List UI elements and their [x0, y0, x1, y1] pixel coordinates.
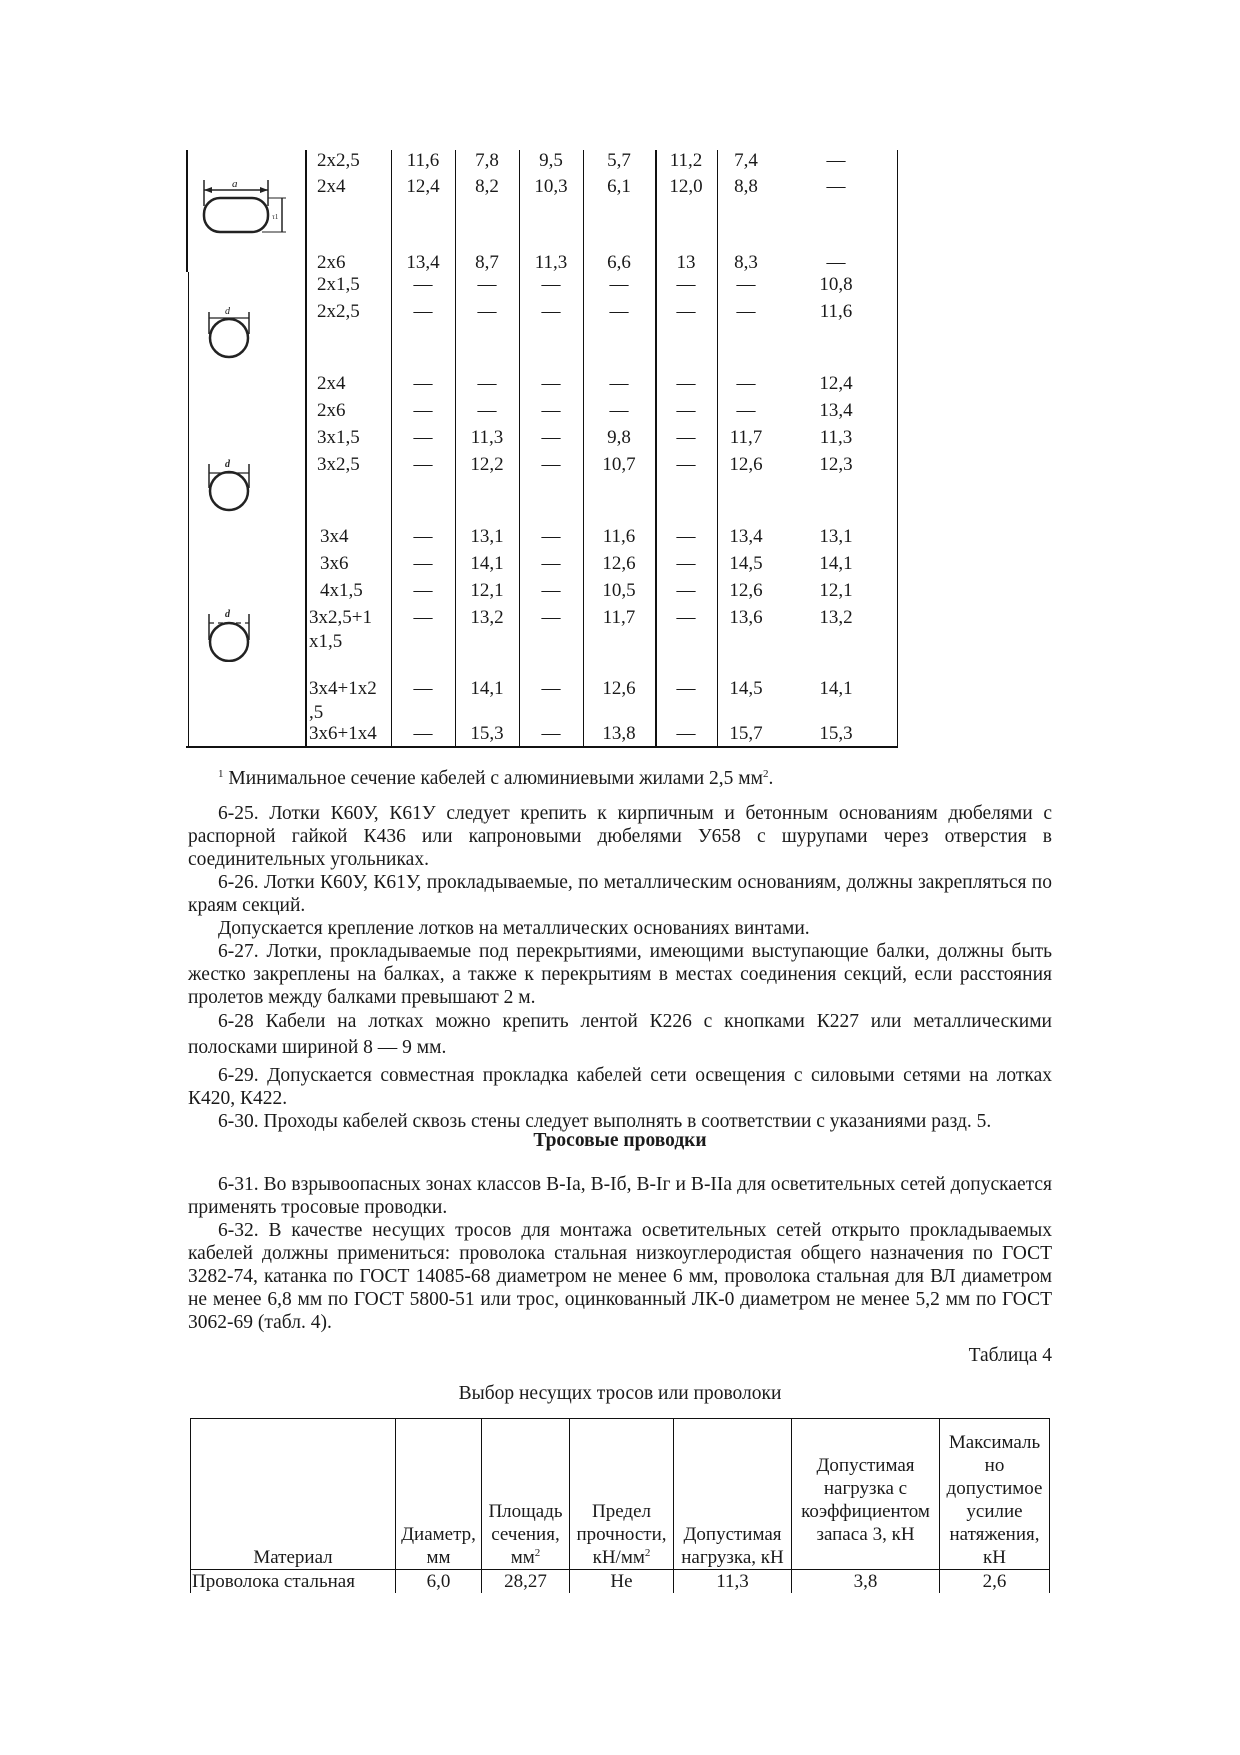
table-header-row [191, 1419, 1050, 1570]
section-heading: Тросовые проводки [533, 1130, 707, 1151]
round-cable-four-core-drawing-icon [204, 606, 254, 662]
svg-text:τ1: τ1 [272, 213, 279, 221]
footnote-mark: 1 [218, 768, 224, 780]
table-row [191, 1570, 1050, 1594]
body-text-block [188, 802, 1052, 1133]
cell-allowed-load: 11,3 [674, 1570, 792, 1594]
section-cell: 2x2,5 [317, 150, 360, 171]
column-divider [391, 150, 392, 748]
body-text-block-2 [188, 1173, 1052, 1334]
paragraph-6-28: 6-28 Кабели на лотках можно крепить лентой К226 с кнопками К227 или металлическими полосками шириной 8 — 9 мм. [188, 1011, 1052, 1058]
flat-oval-cable-drawing-icon [198, 176, 298, 236]
column-divider [717, 150, 718, 748]
column-divider [655, 150, 657, 748]
paragraph-6-29: 6-29. Допускается совместная прокладка кабелей сети освещения с силовыми сетями на лотках К420, К422. [188, 1065, 1052, 1109]
round-cable-three-core-drawing-icon [204, 456, 254, 512]
svg-text:d: d [225, 306, 230, 317]
svg-text:d: d [225, 609, 230, 620]
paragraph-6-27: 6-27. Лотки, прокладываемые под перекрытиями, имеющими выступающие балки, должны быть жестко закреплены на балках, а также к перекрытиям в местах соединения секций, если расстояния пролетов между балками превышают 2 м. [188, 941, 1052, 1008]
cell-diameter: 6,0 [396, 1570, 482, 1594]
paragraph-6-31: 6-31. Во взрывоопасных зонах классов В-Iа, В-Iб, В-Iг и В-IIа для осветительных сетей допускается применять тросовые проводки. [188, 1174, 1052, 1218]
header-material: Материал [191, 1419, 396, 1570]
column-divider [519, 150, 520, 748]
header-load-safety-factor: Допустимая нагрузка с коэффициентом запаса 3, кН [792, 1419, 940, 1570]
table-footnote: $^1$ Минимальное сечение кабелей с алюминиевыми жилами 2,5 $мм^2$. [218, 768, 774, 789]
table-border-right [897, 150, 898, 748]
paragraph-6-26: 6-26. Лотки К60У, К61У, прокладываемые, по металлическим основаниям, должны закрепляться по краям секций. [188, 872, 1052, 916]
paragraph-6-26-note: Допускается крепление лотков на металлических основаниях винтами. [218, 918, 810, 939]
svg-text:a: a [232, 178, 238, 190]
header-allowed-load: Допустимая нагрузка, кН [674, 1419, 792, 1570]
header-area: Площадь сечения, $мм^2$ [482, 1419, 570, 1570]
cable-table: a τ1 d d d 2x2,5 11,6 7,8 9,5 5,7 11,2 7,4 — 2x4 12,4 8,2 10,3 6,1 12,0 8,8 — 2x6 13,4 8,7 11,3 6,6 13 8,3 — 2x1,5 — — — — — — 10,8 2x2,5 — — — — — — 11,6 2x4 — — — — — — 12,4 2x6 — — — — — — 13,4 3x1,5 — 11,3 — 9,8 — 11,7 11,3 3x2,5 — 12,2 — 10,7 — 12,6 12,3 3x4 — 13,1 — 11,6 — 13,4 13,1 3x6 — 14,1 — 12,6 — 14,5 14,1 4x1,5 — 12,1 — 10,5 — 12,6 12,1 3x2,5+1 x1,5 — 13,2 — 11,7 — 13,6 13,2 3x4+1x2 ,5 — 14,1 — 12,6 — 14,5 14,1 3x6+1x4 — 15,3 — 13,8 — 15,7 15,3 [186, 150, 897, 747]
paragraph-6-30: 6-30. Проходы кабелей сквозь стены следует выполнять в соответствии с указаниями разд. 5. [218, 1111, 992, 1132]
paragraph-6-25: 6-25. Лотки К60У, К61У следует крепить к кирпичным и бетонным основаниям дюбелями с распорной гайкой К436 или капроновыми дюбелями У658 с шурупами через отверстия в соединительных угольниках. [188, 803, 1052, 870]
table-border-left-lower [188, 272, 189, 748]
header-max-tension: Максималь но допустимое усилие натяжения, кН [940, 1419, 1050, 1570]
paragraph-6-32: 6-32. В качестве несущих тросов для монтажа осветительных сетей открыто прокладываемых кабелей должны примениться: проволока стальная низкоуглеродистая общего назначения по ГОСТ 3282-74, катанка по ГОСТ 14085-68 диаметром не менее 6 мм, проволока стальная для ВЛ диаметром не менее 6,8 мм по ГОСТ 5800-51 или трос, оцинкованный ЛК-0 диаметром не менее 5,2 мм по ГОСТ 3062-69 (табл. 4). [188, 1220, 1052, 1333]
table-bottom-border [186, 746, 897, 748]
cell-max-tension: 2,6 [940, 1570, 1050, 1594]
table-title: Выбор несущих тросов или проволоки [458, 1383, 782, 1404]
rope-selection-table [190, 1418, 1050, 1593]
round-cable-two-core-drawing-icon [204, 304, 254, 360]
cell-material: Проволока стальная [191, 1570, 396, 1594]
table-number-label: Таблица 4 [968, 1345, 1052, 1366]
column-divider [583, 150, 584, 748]
header-strength: Предел прочности, $кН/мм^2$ [570, 1419, 674, 1570]
cell-area: 28,27 [482, 1570, 570, 1594]
cell-strength: Не [570, 1570, 674, 1594]
column-divider [455, 150, 456, 748]
cell-load-safety-factor: 3,8 [792, 1570, 940, 1594]
svg-text:d: d [225, 459, 230, 470]
table-border-left [186, 150, 188, 272]
header-diameter: Диаметр, мм [396, 1419, 482, 1570]
column-divider [305, 150, 307, 748]
